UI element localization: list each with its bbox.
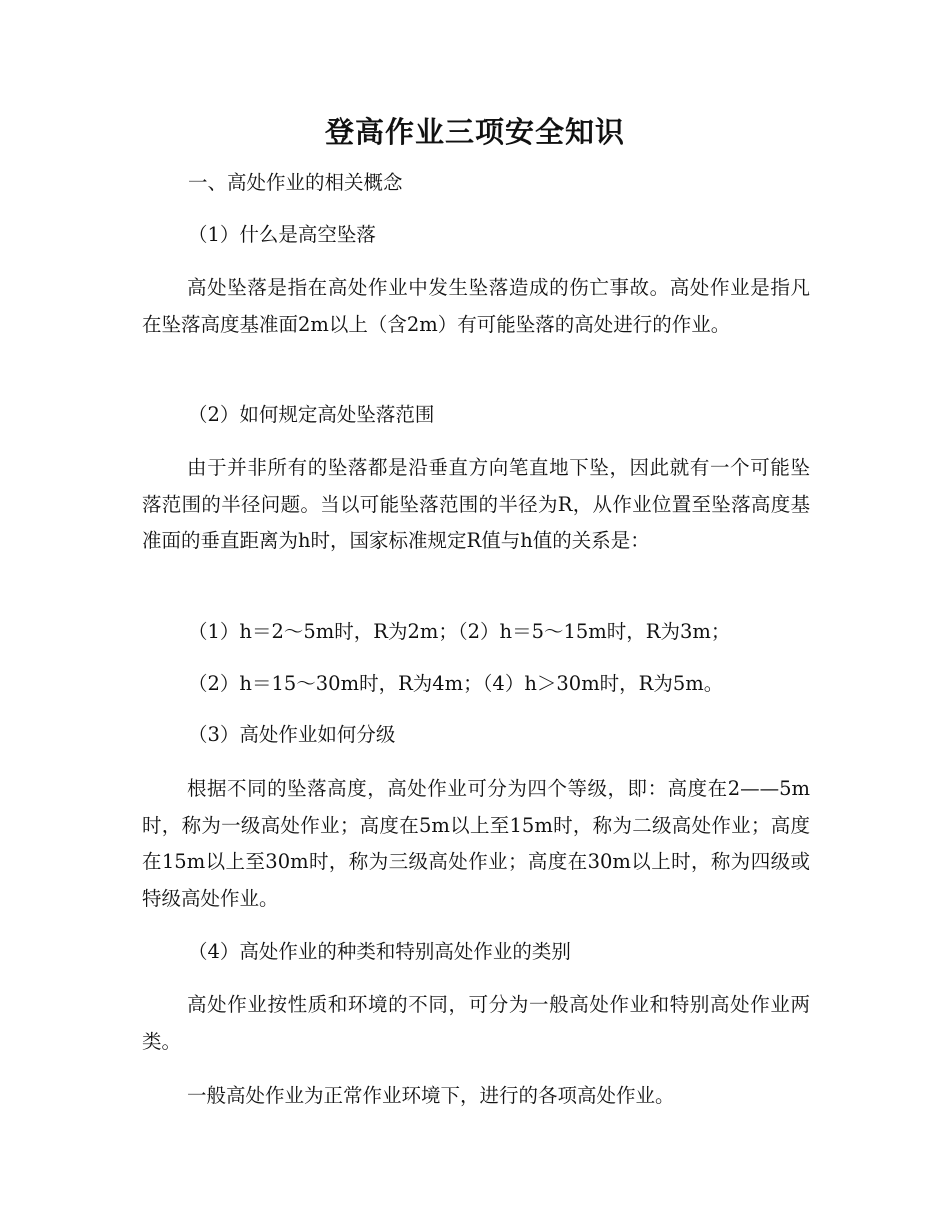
section-heading-1: 一、高处作业的相关概念 — [188, 171, 403, 194]
document-title: 登高作业三项安全知识 — [324, 115, 625, 149]
paragraph-work-types: 高处作业按性质和环境的不同，可分为一般高处作业和特别高处作业两类。 — [142, 993, 810, 1053]
paragraph-general-work: 一般高处作业为正常作业环境下，进行的各项高处作业。 — [187, 1084, 675, 1107]
subsection-heading-4: （4）高处作业的种类和特别高处作业的类别 — [188, 940, 571, 963]
paragraph-work-grades: 根据不同的坠落高度，高处作业可分为四个等级，即：高度在2——5m时，称为一级高处作业；高度在5m以上至15m时，称为二级高处作业；高度在15m以上至30m时，称为三级高处作业；高度在30m以上时，称为四级或特级高处作业。 — [142, 777, 810, 910]
rule-line-2: （2）h＝15～30m时，R为4m；（4）h＞30m时，R为5m。 — [188, 672, 724, 695]
subsection-heading-1: （1）什么是高空坠落 — [188, 223, 376, 246]
paragraph-fall-definition: 高处坠落是指在高处作业中发生坠落造成的伤亡事故。高处作业是指凡在坠落高度基准面2m以上（含2m）有可能坠落的高处进行的作业。 — [142, 276, 810, 336]
subsection-heading-2: （2）如何规定高处坠落范围 — [188, 403, 435, 426]
subsection-heading-3: （3）高处作业如何分级 — [188, 723, 396, 746]
rule-line-1: （1）h＝2～5m时，R为2m；（2）h＝5～15m时，R为3m； — [188, 620, 731, 643]
paragraph-fall-range: 由于并非所有的坠落都是沿垂直方向笔直地下坠，因此就有一个可能坠落范围的半径问题。当以可能坠落范围的半径为R，从作业位置至坠落高度基准面的垂直距离为h时，国家标准规定R值与h值的关系是： — [142, 456, 810, 552]
